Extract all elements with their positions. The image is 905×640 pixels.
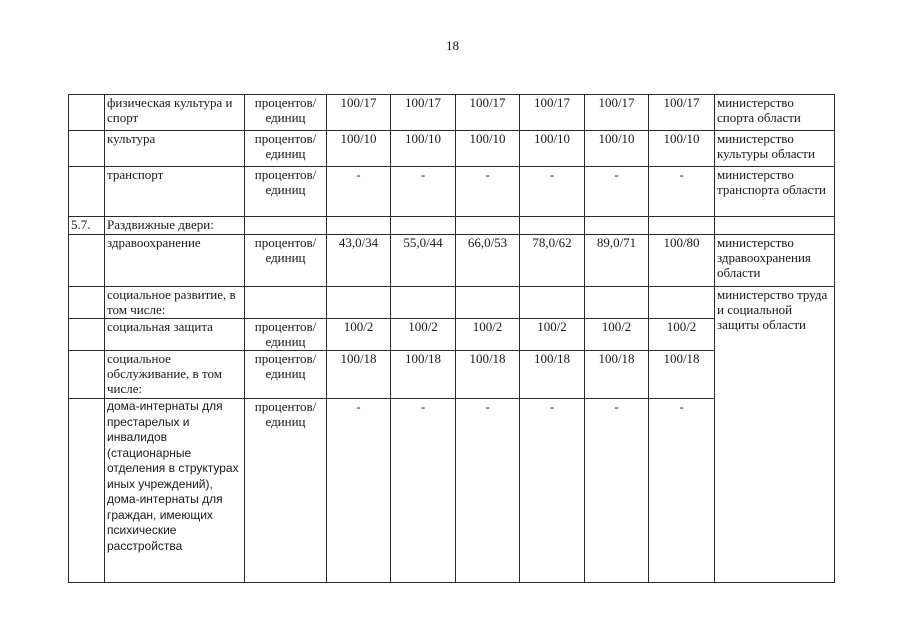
value-cell: - [456, 399, 520, 583]
unit-cell: процентов/ единиц [245, 95, 327, 131]
responsible-cell [715, 217, 835, 235]
responsible-cell: министерство спорта области [715, 95, 835, 131]
row-number-cell [69, 235, 105, 287]
indicator-name-cell: социальная защита [105, 319, 245, 351]
value-cell: - [520, 167, 585, 217]
value-cell: 100/17 [585, 95, 649, 131]
page-number: 18 [446, 38, 459, 53]
indicator-name-cell: Раздвижные двери: [105, 217, 245, 235]
value-cell: 89,0/71 [585, 235, 649, 287]
value-cell: - [585, 399, 649, 583]
value-cell: - [585, 167, 649, 217]
value-cell: - [391, 167, 456, 217]
value-cell: - [456, 167, 520, 217]
value-cell: - [327, 167, 391, 217]
value-cell: 100/10 [456, 131, 520, 167]
row-number-cell [69, 319, 105, 351]
row-number-cell [69, 399, 105, 583]
value-cell: 100/2 [327, 319, 391, 351]
row-number-cell [69, 167, 105, 217]
value-cell: 100/10 [520, 131, 585, 167]
unit-cell: процентов/ единиц [245, 235, 327, 287]
value-cell [520, 217, 585, 235]
value-cell: 100/10 [391, 131, 456, 167]
table-row [69, 131, 835, 167]
responsible-cell: министерство транспорта области [715, 167, 835, 217]
value-cell [649, 217, 715, 235]
value-cell: 78,0/62 [520, 235, 585, 287]
value-cell: 100/18 [327, 351, 391, 399]
table-row [69, 95, 835, 131]
indicator-name-cell: физическая культура и спорт [105, 95, 245, 131]
indicator-name-cell: социальное развитие, в том числе: [105, 287, 245, 319]
value-cell: 66,0/53 [456, 235, 520, 287]
row-number-cell [69, 131, 105, 167]
indicator-name-cell: транспорт [105, 167, 245, 217]
value-cell: 100/17 [649, 95, 715, 131]
value-cell [456, 217, 520, 235]
value-cell: 100/18 [585, 351, 649, 399]
value-cell: - [649, 167, 715, 217]
row-number-cell [69, 351, 105, 399]
value-cell [391, 217, 456, 235]
table-row [69, 235, 835, 287]
value-cell [649, 287, 715, 319]
value-cell: 100/17 [327, 95, 391, 131]
value-cell: 100/18 [391, 351, 456, 399]
value-cell: 100/80 [649, 235, 715, 287]
value-cell: 100/10 [585, 131, 649, 167]
indicator-name-cell: здравоохранение [105, 235, 245, 287]
value-cell [456, 287, 520, 319]
unit-cell [245, 287, 327, 319]
table-row [69, 217, 835, 235]
value-cell: 100/17 [456, 95, 520, 131]
value-cell: - [391, 399, 456, 583]
unit-cell: процентов/ единиц [245, 167, 327, 217]
value-cell: 100/17 [391, 95, 456, 131]
value-cell: 43,0/34 [327, 235, 391, 287]
value-cell: 100/18 [649, 351, 715, 399]
value-cell: 100/18 [520, 351, 585, 399]
value-cell: 100/2 [585, 319, 649, 351]
value-cell: - [520, 399, 585, 583]
value-cell [520, 287, 585, 319]
table-row [69, 287, 835, 319]
value-cell: 100/17 [520, 95, 585, 131]
unit-cell: процентов/ единиц [245, 131, 327, 167]
value-cell: - [327, 399, 391, 583]
unit-cell: процентов/ единиц [245, 399, 327, 583]
table-row [69, 167, 835, 217]
value-cell: 100/2 [391, 319, 456, 351]
indicator-name-cell: культура [105, 131, 245, 167]
responsible-cell: министерство труда и социальной защиты области [715, 287, 835, 583]
unit-cell: процентов/ единиц [245, 351, 327, 399]
value-cell: 55,0/44 [391, 235, 456, 287]
responsible-cell: министерство здравоохранения области [715, 235, 835, 287]
value-cell: 100/18 [456, 351, 520, 399]
value-cell: - [649, 399, 715, 583]
value-cell: 100/10 [327, 131, 391, 167]
row-number-cell: 5.7. [69, 217, 105, 235]
indicator-name-cell: социальное обслуживание, в том числе: [105, 351, 245, 399]
value-cell [585, 287, 649, 319]
responsible-cell: министерство культуры области [715, 131, 835, 167]
value-cell [391, 287, 456, 319]
indicator-table [68, 94, 835, 583]
row-number-cell [69, 287, 105, 319]
value-cell: 100/2 [520, 319, 585, 351]
value-cell [327, 287, 391, 319]
value-cell [585, 217, 649, 235]
value-cell: 100/10 [649, 131, 715, 167]
value-cell [327, 217, 391, 235]
indicator-name-cell: дома-интернаты для престарелых и инвалидов (стационарные отделения в структурах иных учреждений), дома-интернаты для граждан, имеющих психические расстройства [105, 399, 245, 583]
value-cell: 100/2 [649, 319, 715, 351]
unit-cell: процентов/ единиц [245, 319, 327, 351]
unit-cell [245, 217, 327, 235]
row-number-cell [69, 95, 105, 131]
value-cell: 100/2 [456, 319, 520, 351]
